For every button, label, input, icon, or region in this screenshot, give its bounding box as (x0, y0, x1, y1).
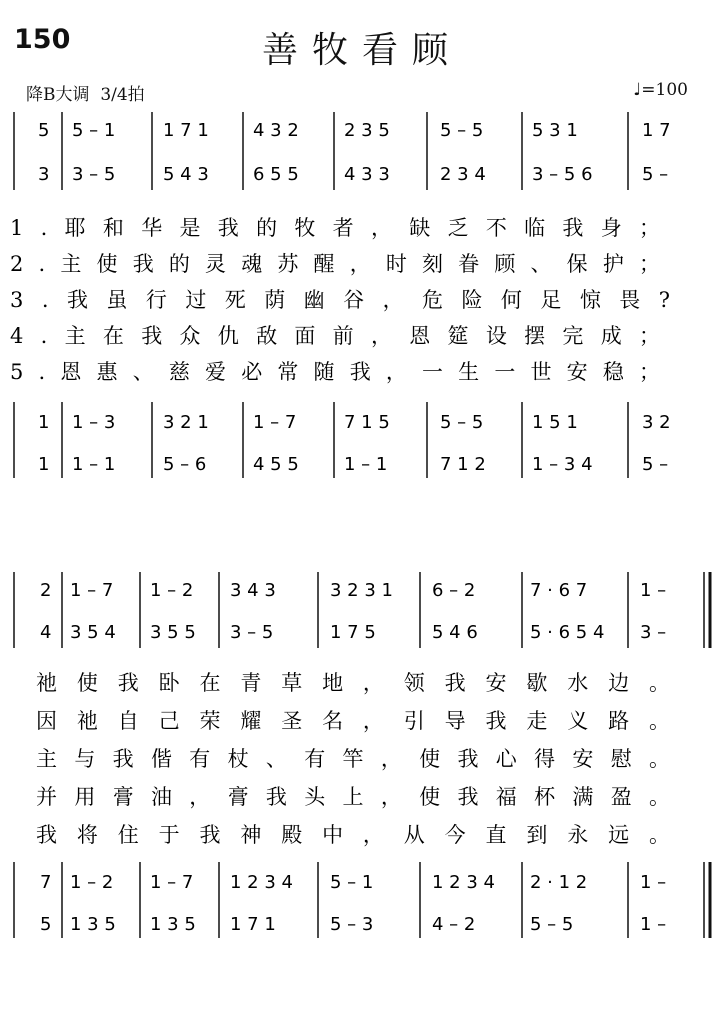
verse-line: 主与我偕有杖、有竿，使我心得安慰。 (36, 747, 670, 771)
note-measure: 5 (40, 914, 52, 935)
note-measure: 1 – (640, 914, 667, 935)
note-measure: 5 – 6 (163, 454, 207, 475)
system1-alto-row (38, 164, 668, 185)
tempo-value: =100 (641, 80, 688, 100)
note-measure: 6 5 5 (253, 164, 299, 185)
note-measure: 1 – 3 (72, 412, 116, 433)
note-measure: 1 5 1 (532, 412, 578, 433)
verses-part1 (10, 216, 670, 385)
quarter-note-icon: ♩ (633, 80, 642, 100)
note-measure: 1 (38, 454, 50, 475)
note-measure: 3 5 4 (70, 622, 116, 643)
verses-part2 (36, 671, 670, 848)
note-measure: 2 3 4 (440, 164, 486, 185)
note-measure: 3 – (640, 622, 667, 643)
note-measure: 1 3 5 (150, 914, 196, 935)
note-measure: 1 – 7 (70, 580, 114, 601)
note-measure: 5 – 3 (330, 914, 374, 935)
note-measure: 6 – 2 (432, 580, 476, 601)
system1-tenor-row (38, 412, 671, 433)
note-measure: 5 – 5 (530, 914, 574, 935)
note-measure: 1 7 5 (330, 622, 376, 643)
hymn-number: 150 (14, 24, 71, 55)
note-measure: 7 (40, 872, 52, 893)
verse-line: 5.恩惠、慈爱必常随我，一生一世安稳； (10, 360, 660, 384)
verse-line: 祂使我卧在青草地，领我安歇水边。 (36, 671, 670, 695)
time-signature: 3/4拍 (100, 85, 145, 105)
note-measure: 1 – 3 4 (532, 454, 593, 475)
note-measure: 1 2 3 4 (432, 872, 495, 893)
note-measure: 5 4 3 (163, 164, 209, 185)
note-measure: 1 – (640, 872, 667, 893)
verse-line: 3.我虽行过死荫幽谷，危险何足惊畏? (10, 288, 671, 312)
note-measure: 3 4 3 (230, 580, 276, 601)
note-measure: 1 – 7 (253, 412, 297, 433)
note-measure: 5 – 5 (440, 412, 484, 433)
verse-line: 因祂自己荣耀圣名，引导我走义路。 (36, 709, 670, 733)
note-measure: 3 2 (642, 412, 671, 433)
note-measure: 1 – 2 (70, 872, 114, 893)
note-measure: 5 · 6 5 4 (530, 622, 605, 643)
system2-tenor-row (40, 872, 666, 893)
system1-bass-row (38, 454, 668, 475)
note-measure: 5 – 5 (440, 120, 484, 141)
verse-line: 1.耶和华是我的牧者，缺乏不临我身； (10, 216, 660, 240)
note-measure: 1 2 3 4 (230, 872, 293, 893)
note-measure: 2 (40, 580, 52, 601)
note-measure: 3 – 5 (72, 164, 116, 185)
note-measure: 4 (40, 622, 52, 643)
note-measure: 1 7 1 (230, 914, 276, 935)
system2-bass-row (40, 914, 666, 935)
note-measure: 4 3 3 (344, 164, 390, 185)
note-measure: 1 – 7 (150, 872, 194, 893)
note-measure: 1 – 1 (344, 454, 388, 475)
key-label: 降B大调 (26, 85, 90, 105)
note-measure: 1 3 5 (70, 914, 116, 935)
note-measure: 4 5 5 (253, 454, 299, 475)
note-measure: 1 (38, 412, 50, 433)
note-measure: 1 7 1 (163, 120, 209, 141)
note-measure: 1 – (640, 580, 667, 601)
note-measure: 4 – 2 (432, 914, 476, 935)
system2-soprano-row (40, 580, 666, 601)
note-measure: 1 – 1 (72, 454, 116, 475)
note-measure: 7 1 5 (344, 412, 390, 433)
note-measure: 5 4 6 (432, 622, 478, 643)
note-measure: 1 – 2 (150, 580, 194, 601)
note-measure: 3 2 1 (163, 412, 209, 433)
verse-line: 并用膏油，膏我头上，使我福杯满盈。 (36, 785, 670, 809)
note-measure: 5 – (642, 454, 669, 475)
note-measure: 1 7 (642, 120, 671, 141)
note-measure: 3 – 5 (230, 622, 274, 643)
note-measure: 5 (38, 120, 50, 141)
note-measure: 3 5 5 (150, 622, 196, 643)
system2-alto-row (40, 622, 666, 643)
note-measure: 5 – (642, 164, 669, 185)
system1-soprano-row (38, 120, 671, 141)
hymn-title: 善牧看顾 (261, 30, 462, 71)
verse-line: 我将住于我神殿中，从今直到永远。 (36, 823, 670, 847)
note-measure: 5 3 1 (532, 120, 578, 141)
note-measure: 3 (38, 164, 50, 185)
note-measure: 7 · 6 7 (530, 580, 588, 601)
note-measure: 5 – 1 (72, 120, 116, 141)
verse-line: 2.主使我的灵魂苏醒，时刻眷顾、保护； (10, 252, 660, 276)
note-measure: 2 · 1 2 (530, 872, 588, 893)
note-measure: 7 1 2 (440, 454, 486, 475)
note-measure: 3 – 5 6 (532, 164, 593, 185)
note-measure: 5 – 1 (330, 872, 374, 893)
note-measure: 3 2 3 1 (330, 580, 393, 601)
note-measure: 2 3 5 (344, 120, 390, 141)
note-measure: 4 3 2 (253, 120, 299, 141)
verse-line: 4.主在我众仇敌面前，恩筵设摆完成； (10, 324, 660, 348)
